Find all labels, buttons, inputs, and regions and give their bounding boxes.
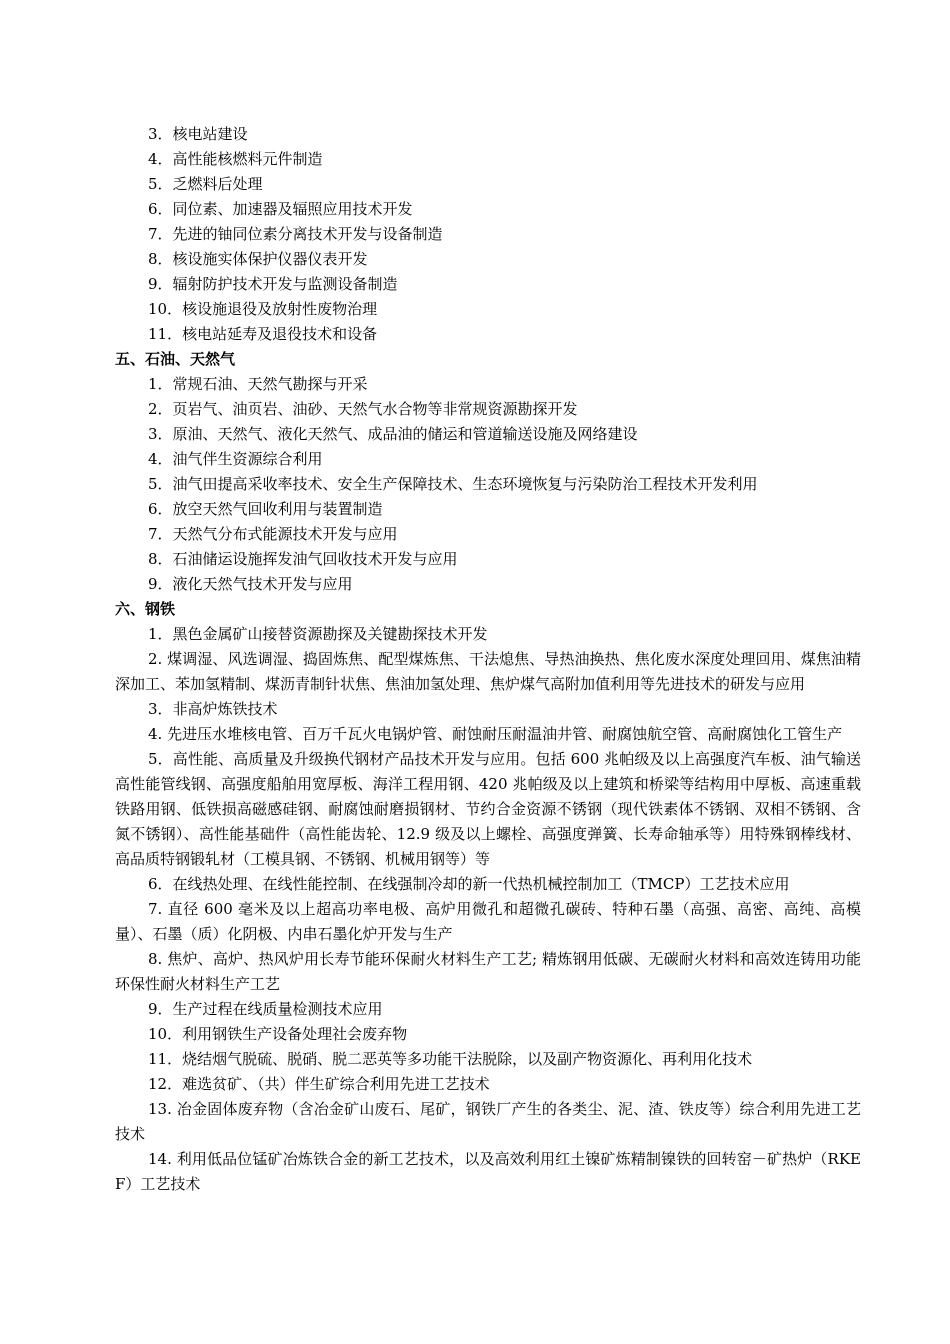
- list-item: 6．同位素、加速器及辐照应用技术开发: [148, 200, 413, 218]
- list-item: 7. 直径 600 毫米及以上超高功率电极、高炉用微孔和超微孔碳砖、特种石墨（高强、高密、高纯、高模量）、石墨（质）化阴极、内串石墨化炉开发与生产: [115, 900, 861, 943]
- list-item: 2. 煤调湿、风选调湿、捣固炼焦、配型煤炼焦、干法熄焦、导热油换热、焦化废水深度处理回用、煤焦油精深加工、苯加氢精制、煤沥青制针状焦、焦油加氢处理、焦炉煤气高附加值利用等先进技术的研发与应用: [115, 650, 861, 693]
- list-item: 8. 焦炉、高炉、热风炉用长寿节能环保耐火材料生产工艺; 精炼钢用低碳、无碳耐火材料和高效连铸用功能环保性耐火材料生产工艺: [115, 950, 861, 993]
- list-item: 9．生产过程在线质量检测技术应用: [148, 1000, 383, 1018]
- list-item: 11．烧结烟气脱硫、脱硝、脱二恶英等多功能干法脱除，以及副产物资源化、再利用化技术: [148, 1050, 753, 1068]
- list-item: 5．乏燃料后处理: [148, 175, 263, 193]
- list-item: 3．核电站建设: [148, 125, 248, 143]
- list-item: 13. 冶金固体废弃物（含冶金矿山废石、尾矿，钢铁厂产生的各类尘、泥、渣、铁皮等）综合利用先进工艺技术: [115, 1100, 861, 1143]
- list-item: 12．难选贫矿、（共）伴生矿综合利用先进工艺技术: [148, 1075, 490, 1093]
- document-page: [115, 122, 861, 1197]
- list-item: 3．非高炉炼铁技术: [148, 700, 278, 718]
- list-item: 6．放空天然气回收利用与装置制造: [148, 500, 383, 518]
- list-item: 10．核设施退役及放射性废物治理: [148, 300, 378, 318]
- list-item: 9．液化天然气技术开发与应用: [148, 575, 353, 593]
- section-heading-petroleum-gas: 五、石油、天然气: [115, 350, 236, 368]
- list-item: 11．核电站延寿及退役技术和设备: [148, 325, 378, 343]
- list-item: 5．高性能、高质量及升级换代钢材产品技术开发与应用。包括 600 兆帕级及以上高强度汽车板、油气输送高性能管线钢、高强度船舶用宽厚板、海洋工程用钢、420 兆帕级及以上建筑和桥梁等结构用中厚板、高速重载铁路用钢、低铁损高磁感硅钢、耐腐蚀耐磨损钢材、节约合金资源不锈钢（现代铁素体不锈钢、双相不锈钢、含氮不锈钢）、高性能基础件（高性能齿轮、12.9 级及以上螺栓、高强度弹簧、长寿命轴承等）用特殊钢棒线材、高品质特钢锻轧材（工模具钢、不锈钢、机械用钢等）等: [115, 750, 861, 868]
- list-item: 7．先进的铀同位素分离技术开发与设备制造: [148, 225, 443, 243]
- list-item: 3．原油、天然气、液化天然气、成品油的储运和管道输送设施及网络建设: [148, 425, 638, 443]
- list-item: 6．在线热处理、在线性能控制、在线强制冷却的新一代热机械控制加工（TMCP）工艺技术应用: [148, 875, 790, 893]
- list-item: 8．核设施实体保护仪器仪表开发: [148, 250, 368, 268]
- list-item: 4. 先进压水堆核电管、百万千瓦火电锅炉管、耐蚀耐压耐温油井管、耐腐蚀航空管、高耐腐蚀化工管生产: [148, 725, 843, 743]
- list-item: 4．油气伴生资源综合利用: [148, 450, 323, 468]
- list-item: 1．黑色金属矿山接替资源勘探及关键勘探技术开发: [148, 625, 488, 643]
- list-item: 14. 利用低品位锰矿冶炼铁合金的新工艺技术，以及高效利用红土镍矿炼精制镍铁的回转窑－矿热炉（RKEF）工艺技术: [115, 1150, 861, 1193]
- list-item: 4．高性能核燃料元件制造: [148, 150, 323, 168]
- list-item: 7．天然气分布式能源技术开发与应用: [148, 525, 398, 543]
- list-item: 1．常规石油、天然气勘探与开采: [148, 375, 368, 393]
- list-item: 9．辐射防护技术开发与监测设备制造: [148, 275, 398, 293]
- list-item: 2．页岩气、油页岩、油砂、天然气水合物等非常规资源勘探开发: [148, 400, 578, 418]
- section-heading-steel: 六、钢铁: [115, 600, 176, 618]
- list-item: 10．利用钢铁生产设备处理社会废弃物: [148, 1025, 408, 1043]
- list-item: 8．石油储运设施挥发油气回收技术开发与应用: [148, 550, 458, 568]
- list-item: 5．油气田提高采收率技术、安全生产保障技术、生态环境恢复与污染防治工程技术开发利用: [148, 475, 758, 493]
